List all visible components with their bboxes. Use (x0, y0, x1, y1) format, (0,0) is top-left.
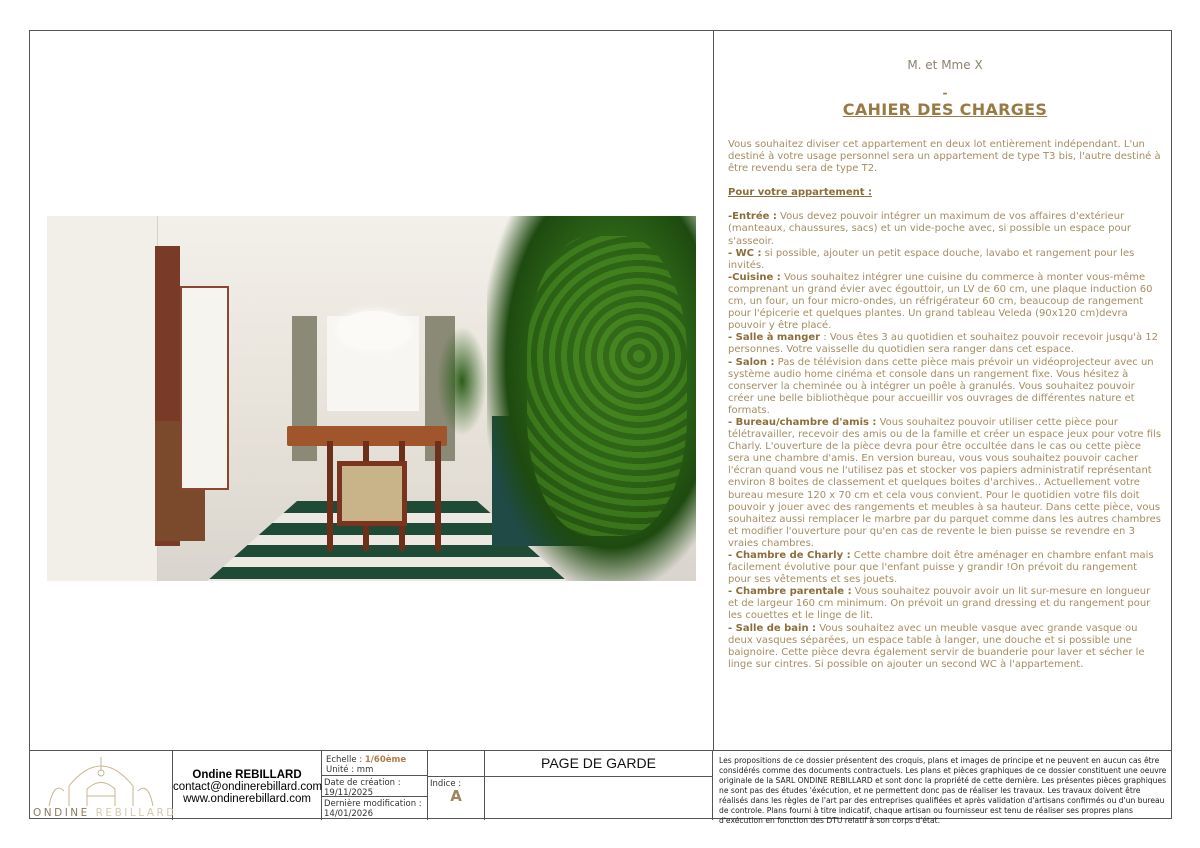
specification-panel (728, 58, 1162, 671)
ondine-rebillard-logo (29, 751, 173, 820)
scale-value: 1/60ème (364, 755, 407, 765)
created-label: Date de création : (324, 778, 401, 788)
dining-room-render (47, 216, 696, 581)
unit-label: Unité : mm (326, 765, 374, 775)
room-text: Vous souhaitez avec un meuble vasque avec grande vasque ou deux vasques séparées, un espace table à langer, une douche et si possible une baignoire. Cette pièce devra également servir de buanderie pour laver et sécher le linge sur cintres. Si possible on ajouter un second WC à l'appartement. (728, 622, 1145, 670)
section-title: Pour votre appartement : (728, 187, 872, 199)
room-label: - Salon : (728, 356, 775, 368)
room-requirement (728, 332, 1162, 356)
room-requirement (728, 586, 1162, 622)
page-title-cell (485, 751, 713, 820)
room-requirement (728, 357, 1162, 417)
scale-label: Echelle : (326, 755, 365, 765)
page-name: PAGE DE GARDE (485, 751, 712, 777)
room-label: - Chambre parentale : (728, 586, 852, 598)
room-text: Pas de télévision dans cette pièce mais prévoir un vidéoprojecteur avec un système audio home cinéma et console dans un rangement fixe. Vous hésitez à conserver la cheminée ou à intégrer un poêle à granulés. Vous souhaitez pouvoir créer une belle bibliothèque pour accueillir vos ouvrages de différentes nature et formats. (728, 356, 1154, 416)
room-text: Vous souhaitez pouvoir avoir un lit sur-mesure en longueur et de largeur 160 cm minimum. On prévoit un grand dressing et du rangement pour les couettes et le linge de lit. (728, 586, 1151, 622)
room-requirement (728, 211, 1162, 247)
logo-cell (29, 751, 173, 820)
intro-text: Vous souhaitez diviser cet appartement en deux lot entièrement indépendant. L'un destiné à votre usage personnel sera un appartement de type T3 bis, l'autre destiné à être revendu sera de type T2. (728, 139, 1161, 175)
room-list (728, 211, 1162, 671)
room-text: si possible, ajouter un petit espace douche, lavabo et rangement pour les invités. (728, 247, 1135, 271)
indice-label: Indice : (430, 779, 462, 789)
room-label: - Bureau/chambre d'amis : (728, 416, 877, 428)
room-requirement (728, 550, 1162, 586)
indice-value: A (450, 787, 462, 805)
room-label: - Chambre de Charly : (728, 550, 851, 561)
specification-body (728, 139, 1162, 671)
room-text: Vous souhaitez intégrer une cuisine du commerce à monter vous-même comprenant un grand évier avec égouttoir, un LV de 60 cm, une plaque induction 60 cm, un four, un four micro-ondes, un réfrigérateur 60 cm, beaucoup de rangement pour l'épicerie et quelques plantes. Un grand tableau Veleda (90x120 cm)devra pouvoir y être placé. (728, 271, 1153, 332)
author-name: Ondine REBILLARD (192, 769, 302, 781)
room-requirement (728, 248, 1162, 272)
room-requirement (728, 272, 1162, 332)
room-label: - Salle à manger (728, 332, 821, 344)
room-text: : Vous êtes 3 au quotidien et souhaitez pouvoir recevoir jusqu'à 12 personnes. Votre vaisselle du quotidien sera ranger dans cet espace. (728, 332, 1158, 356)
room-requirement (728, 623, 1162, 671)
page-title: CAHIER DES CHARGES (842, 100, 1048, 119)
svg-text:ONDINE REBILLARD: ONDINE REBILLARD (33, 807, 173, 819)
room-label: -Cuisine : (728, 271, 781, 283)
modified-date: 14/01/2026 (324, 809, 373, 819)
title-block (29, 750, 1172, 825)
room-text: Cette chambre doit être aménager en chambre enfant mais facilement évolutive pour que l'enfant puisse y grandir !On prévoit du rangement pour ses vêtements et ses jouets. (728, 550, 1154, 586)
author-cell (173, 751, 322, 820)
column-divider (713, 30, 714, 750)
room-label: - WC : (728, 247, 762, 259)
info-cell (322, 751, 428, 820)
created-date: 19/11/2025 (324, 788, 373, 798)
title-separator: - (942, 86, 948, 100)
disclaimer: Les propositions de ce dossier présentent des croquis, plans et images de principe et ne peuvent en aucun cas être considérés comme des documents contractuels. Les plans et pièces graphiques de ce dossier constituent une oeuvre originale de la SARL ONDINE REBILLARD et sont donc la propriété de cette dernière. Les présentes pièces graphiques ne sont pas des études 'éxécution, et ne permettent donc pas de réaliser les travaux. Les travaux doivent être réalisés dans les règles de l'art par des entreprises qualifiées et après validation d'artisans confirmés ou d'un bureau de controle. Plans fourni à titre indicatif, chaque artisan ou fournisseur est tenu de réaliser ses propres plans d'exécution en fonction des DTU relatif à son corps d'état. (719, 756, 1167, 825)
author-email[interactable]: contact@ondinerebillard.com (173, 781, 323, 793)
room-text: Vous devez pouvoir intégrer un maximum de vos affaires d'extérieur (manteaux, chaussures, sacs) et un vide-poche avec, si possible un espace pour s'asseoir. (728, 211, 1132, 247)
indice-cell (428, 751, 485, 820)
client-name: M. et Mme X (907, 58, 983, 72)
room-requirement (728, 417, 1162, 550)
room-label: -Entrée : (728, 211, 777, 223)
author-website[interactable]: www.ondinerebillard.com (183, 793, 311, 805)
room-label: - Salle de bain : (728, 622, 817, 634)
room-text: Vous souhaitez pouvoir utiliser cette pièce pour télétravailler, recevoir des amis ou de la famille et créer un espace jeux pour votre fils Charly. L'ouverture de la pièce devra pour être occultée dans le cas ou cette pièce sera une chambre d'amis. En version bureau, vous vous souhaitez pouvoir cacher l'écran quand vous ne l'utilisez pas et stocker vos papiers administratif représentant environ 8 boites de classement et quelques boites d'archives.. Actuellement votre bureau mesure 120 x 70 cm et cela vous convient. Pour le quotidien votre fils doit pouvoir y jouer avec des rangements et meubles à sa hauteur. Dans cette pièce, vous souhaitez aussi remplacer le marbre par du parquet comme dans les autres chambres et modifier l'ouverture pour qu'en cas de revente le bien puisse se revendre en 3 vraies chambres. (728, 416, 1162, 549)
modified-label: Dernière modification : (324, 799, 422, 809)
